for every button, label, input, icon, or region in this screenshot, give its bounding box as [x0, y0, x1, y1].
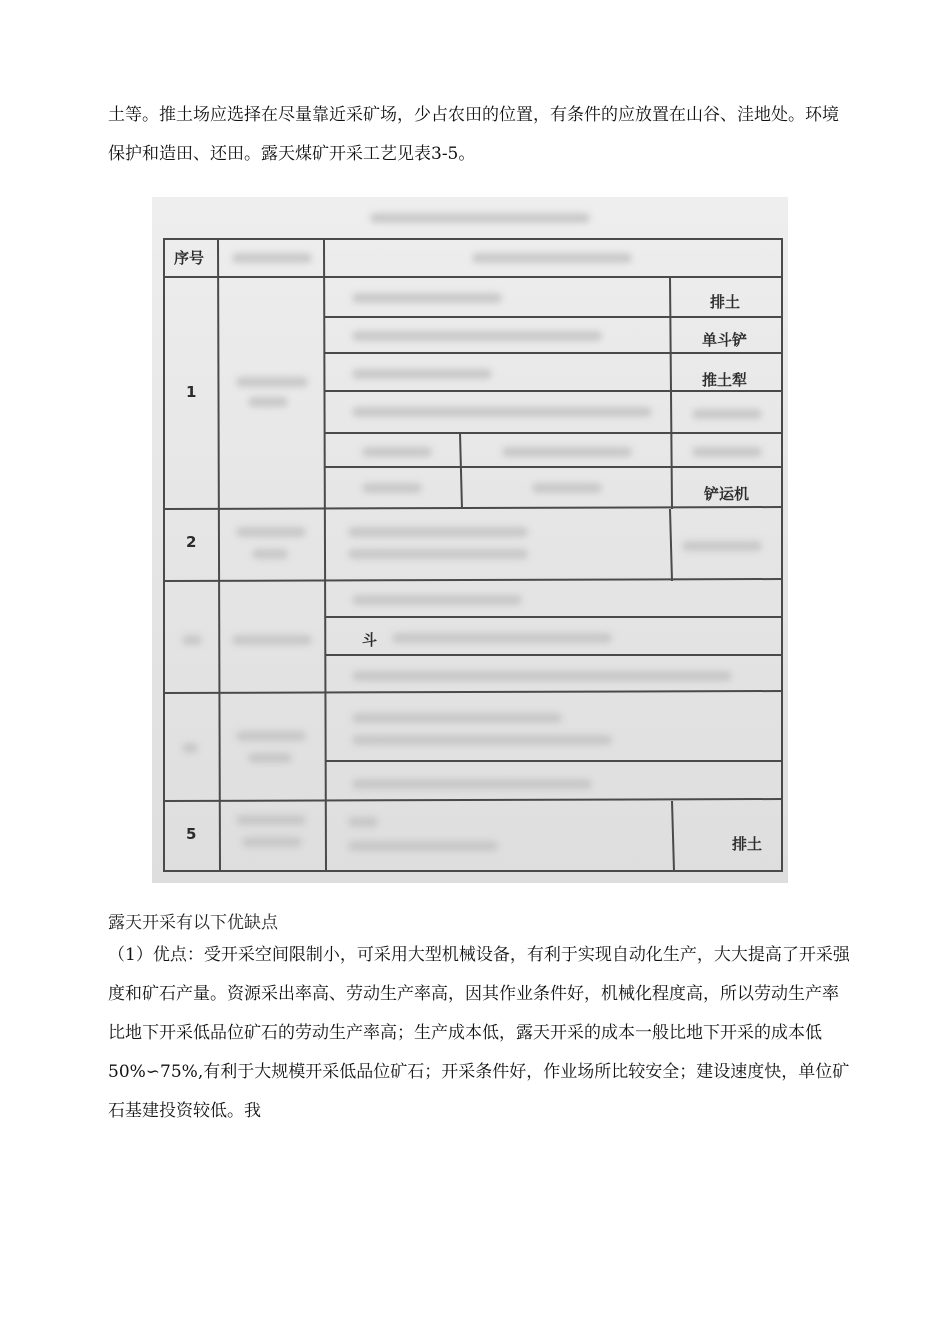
intro-paragraph: 土等。推土场应选择在尽量靠近采矿场，少占农田的位置，有条件的应放置在山谷、洼地处。环境保护和造田、还田。露天煤矿开采工艺见表3-5。 [108, 105, 839, 164]
label-chanyunji: 铲运机 [704, 485, 750, 503]
clipped-text-line: 露天开采有以下优缺点 [108, 913, 278, 930]
table-photo [152, 197, 788, 883]
row-number-5: 5 [186, 825, 197, 843]
header-seq: 序号 [174, 249, 205, 267]
partial-dou: 斗 [362, 631, 378, 649]
row-number-2: 2 [186, 533, 197, 551]
row-number-1: 1 [186, 383, 197, 401]
label-paitu-5: 排土 [732, 835, 763, 853]
label-tuitulei: 推土犁 [702, 371, 748, 389]
label-danduchan: 单斗铲 [702, 331, 748, 349]
advantages-paragraph: （1）优点：受开采空间限制小，可采用大型机械设备，有利于实现自动化生产，大大提高了开采强度和矿石产量。资源采出率高、劳动生产率高，因其作业条件好，机械化程度高，所以劳动生产率比地下开采低品位矿石的劳动生产率高；生产成本低，露天开采的成本一般比地下开采的成本低50%∽75%,有利于大规模开采低品位矿石；开采条件好，作业场所比较安全；建设速度快，单位矿石基建投资较低。我 [108, 945, 850, 1121]
label-paitu-1: 排土 [710, 293, 741, 311]
